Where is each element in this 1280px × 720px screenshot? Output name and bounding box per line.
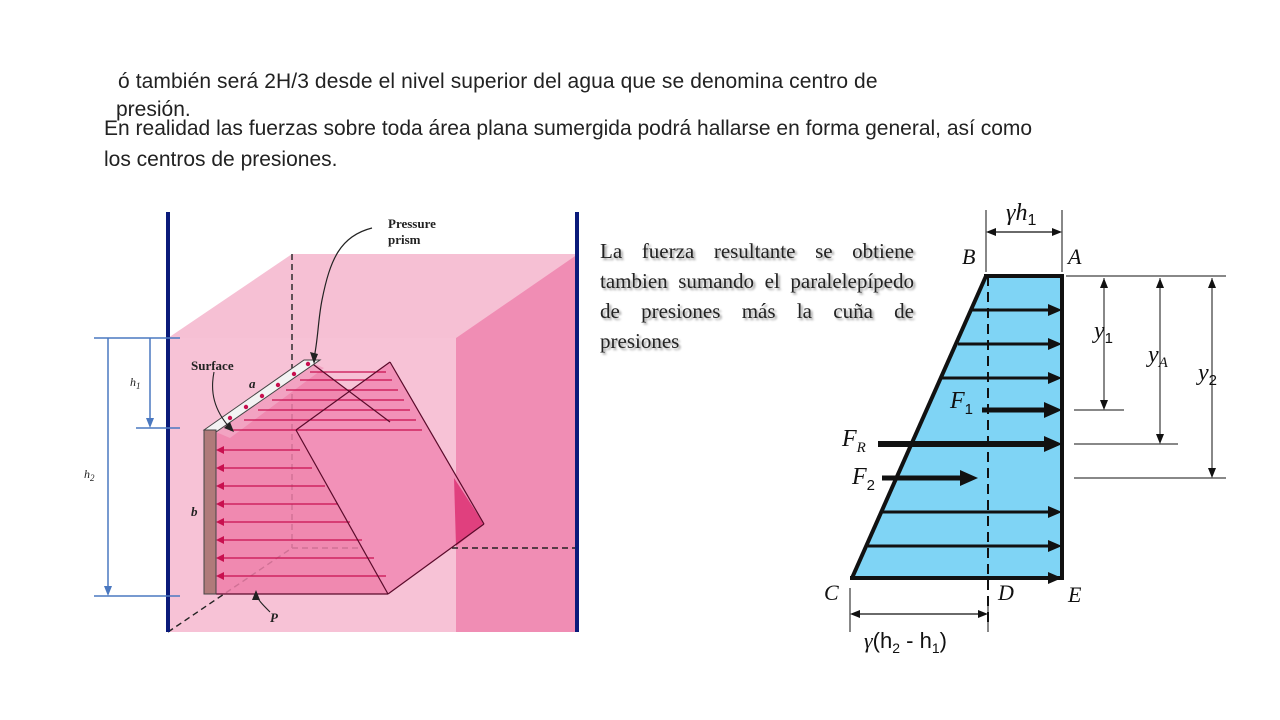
intro-line: ó también será 2H/3 desde el nivel superior del agua que se denomina centro de <box>118 70 878 93</box>
point-a-label: A <box>1068 244 1082 269</box>
bottom-dimension-label: $\gamma(h_2 - h_1)$ <box>864 628 947 656</box>
pressure-prism-label: Pressure <box>388 216 436 231</box>
b-label: b <box>191 504 198 519</box>
f2-label: $F_2$ <box>852 464 876 494</box>
point-e-label: E <box>1068 582 1082 607</box>
point-b-label: B <box>962 244 976 269</box>
a-label: a <box>249 376 256 391</box>
p-label: P <box>270 610 278 625</box>
resultant-force-note: La fuerza resultante se obtiene tambien sumando el paralelepípedo de presiones más la cuña de presiones <box>600 239 914 353</box>
y1-label: $y_1$ <box>1094 318 1113 347</box>
h1-label: $h_1$ <box>130 375 141 391</box>
gamma-h1-label: $\gamma h_1$ <box>1006 200 1037 229</box>
ya-label: $y_A$ <box>1148 342 1168 371</box>
y2-label: $y_2$ <box>1198 360 1217 389</box>
point-d-label: D <box>998 580 1014 605</box>
pressure-prism-label-2: prism <box>388 232 421 247</box>
general-forces-paragraph: En realidad las fuerzas sobre toda área plana sumergida podrá hallarse en forma general, así como los centros de presiones. <box>104 117 1033 171</box>
f1-label: $F_1$ <box>950 388 974 418</box>
surface-label: Surface <box>191 358 234 373</box>
fr-label: $F_R$ <box>842 426 866 456</box>
point-c-label: C <box>824 580 839 605</box>
intro-line-continuation: presión. <box>116 98 191 121</box>
h2-label: $h_2$ <box>84 467 95 483</box>
